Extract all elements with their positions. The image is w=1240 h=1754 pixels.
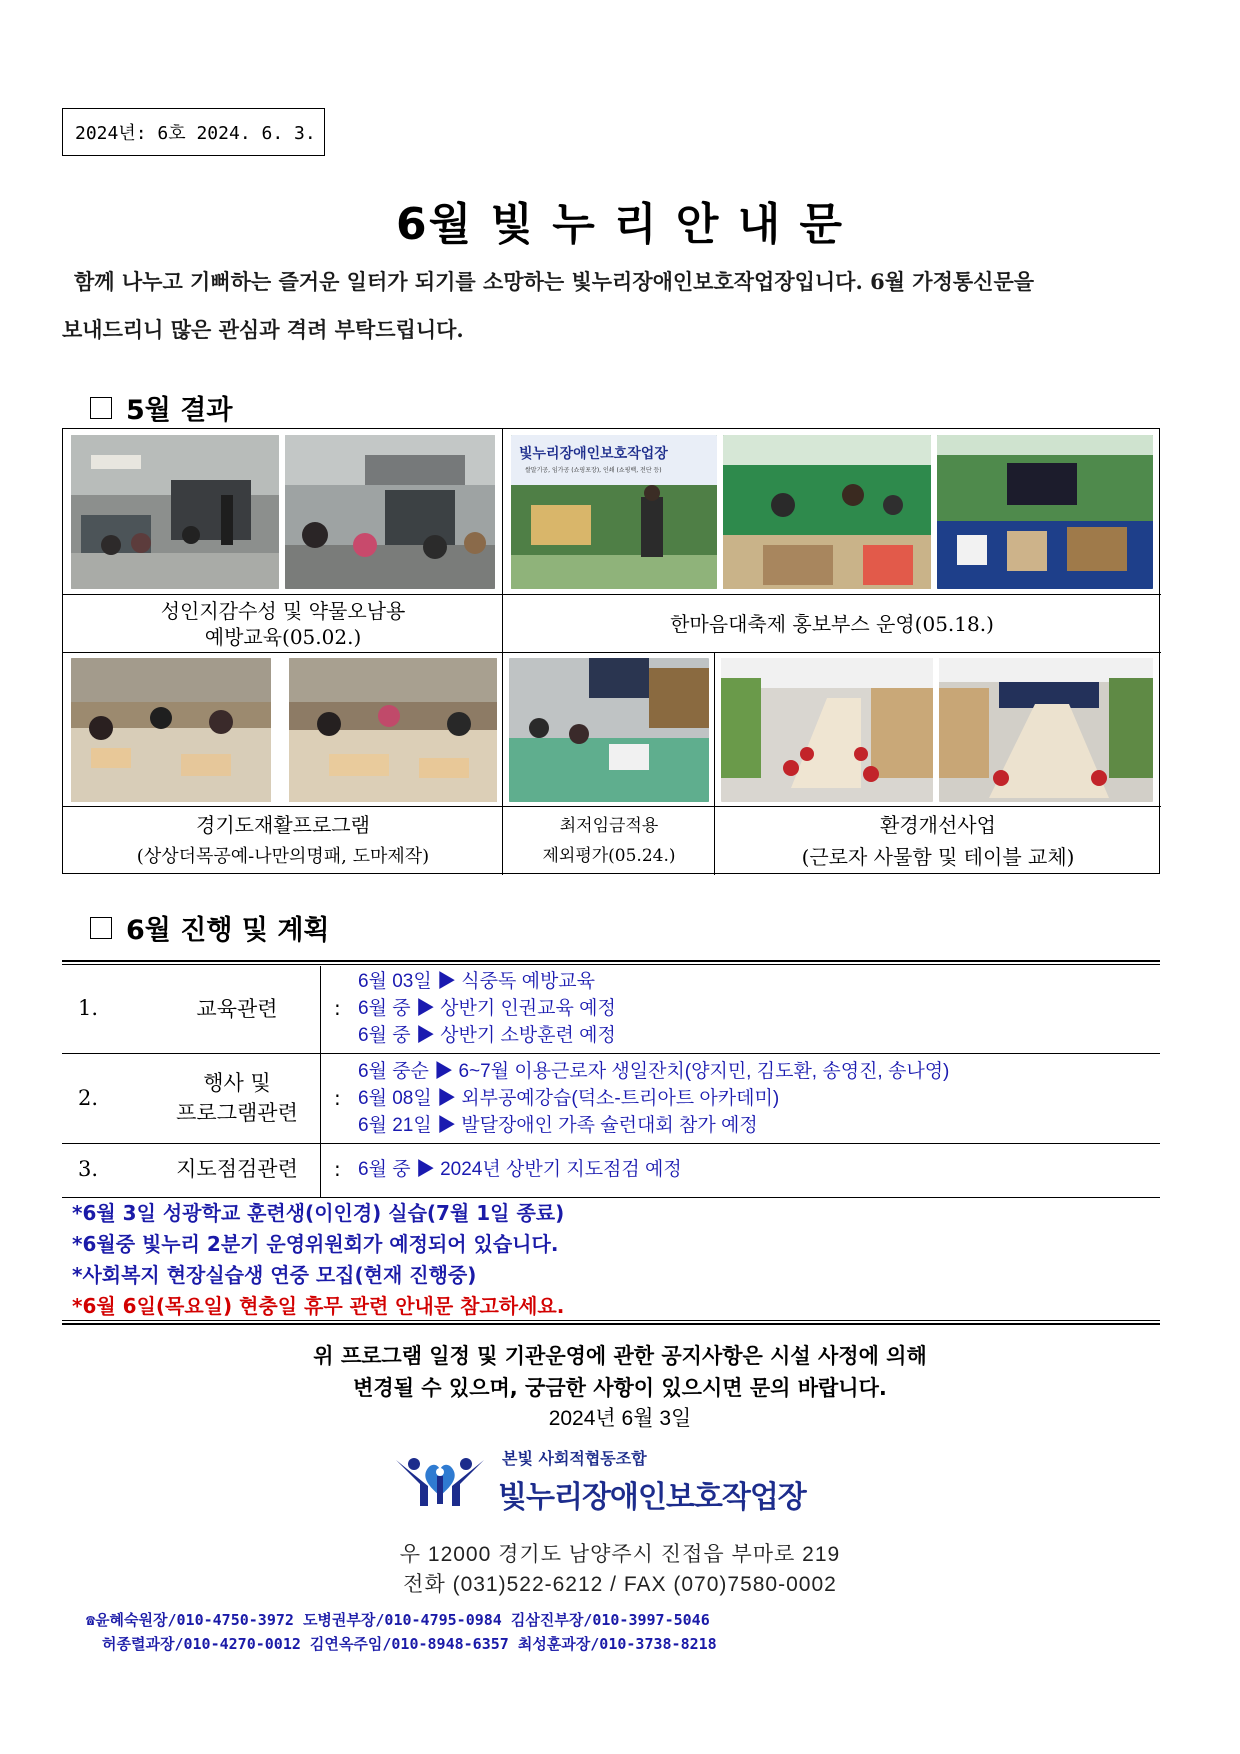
rehab-photo-2 <box>289 658 497 802</box>
caption-wage-line-1: 최저임금적용 <box>559 816 659 836</box>
staff-contacts-line-1: ☎윤혜숙원장/010-4750-3972 도병권부장/010-4795-0984 김삼진부장/010-3997-5046 <box>86 1611 710 1629</box>
caption-cell-wage <box>503 807 715 875</box>
notice-item-alert: *6월 6일(목요일) 현충일 휴무 관련 안내문 참고하세요. <box>72 1294 565 1318</box>
caption-cell-environment <box>715 807 1161 875</box>
caption-environment <box>715 807 1161 875</box>
notice-item: *6월 3일 성광학교 훈련생(이인경) 실습(7월 1일 종료) <box>72 1201 565 1225</box>
wage-evaluation-photo <box>509 658 709 802</box>
organization-address: 우 12000 경기도 남양주시 진접읍 부마로 219 <box>399 1543 841 1566</box>
caption-cell-rehab <box>63 807 503 875</box>
closing-line-2: 변경될 수 있으며, 궁금한 사항이 있으시면 문의 바랍니다. <box>353 1376 887 1400</box>
organization-name: 빛누리장애인보호작업장 <box>498 1480 806 1515</box>
caption-festival: 한마음대축제 홍보부스 운영(05.18.) <box>670 612 994 636</box>
column-divider <box>320 966 321 1054</box>
education-photo-1 <box>71 435 279 589</box>
booth-banner-subtitle: 쌀말기공, 임가공 (쇼핑포장), 인쇄 (쇼핑백, 전단 등) <box>525 467 662 474</box>
plan-item: 6월 중 ▶ 2024년 상반기 지도점검 예정 <box>358 1159 682 1180</box>
environment-photo-1 <box>721 658 933 802</box>
column-divider <box>320 1054 321 1144</box>
notice-item: *6월중 빛누리 2분기 운영위원회가 예정되어 있습니다. <box>72 1232 559 1256</box>
plan-item: 6월 중순 ▶ 6~7월 이용근로자 생일잔치(양지민, 김도환, 송영진, 송나영) <box>358 1061 950 1082</box>
staff-contacts <box>86 1608 717 1656</box>
plan-row-category-line-2: 프로그램관련 <box>176 1101 298 1125</box>
plan-row-category-line-1: 행사 및 <box>203 1071 271 1095</box>
caption-education-line-2: 예방교육(05.02.) <box>204 625 362 649</box>
closing-line-1: 위 프로그램 일정 및 기관운영에 관한 공지사항은 시설 사정에 의해 <box>313 1344 927 1368</box>
caption-wage <box>503 807 715 875</box>
plan-row-items <box>358 968 616 1049</box>
education-photo-2 <box>285 435 495 589</box>
notice-item: *사회복지 현장실습생 연중 모집(현재 진행중) <box>72 1263 477 1287</box>
caption-education-line-1: 성인지감수성 및 약물오남용 <box>160 599 406 623</box>
letter-date: 2024년 6월 3일 <box>548 1407 692 1430</box>
plan-row-colon: : <box>334 1157 341 1181</box>
plan-row-events <box>62 1054 1160 1144</box>
plan-row-category: 지도점검관련 <box>176 1157 298 1181</box>
organization-subtitle: 본빛 사회적협동조합 <box>502 1449 647 1468</box>
plan-row-items <box>358 1156 682 1183</box>
people-heart-logo-icon <box>390 1450 490 1512</box>
caption-environment-line-2: (근로자 사물함 및 테이블 교체) <box>801 845 1075 869</box>
intro-line-1: 함께 나누고 기뻐하는 즐거운 일터가 되기를 소망하는 빛누리장애인보호작업장입니다. 6월 가정통신문을 <box>74 269 1035 294</box>
caption-rehab <box>63 807 503 875</box>
organization-phone-fax: 전화 (031)522-6212 / FAX (070)7580-0002 <box>403 1573 837 1596</box>
section-june-plan-label: 6월 진행 및 계획 <box>126 915 330 946</box>
caption-education <box>63 595 503 653</box>
caption-cell-education <box>63 595 503 653</box>
column-divider <box>320 1144 321 1198</box>
plan-item: 6월 중 ▶ 상반기 인권교육 예정 <box>358 998 616 1019</box>
plan-row-number: 2. <box>78 1086 99 1110</box>
festival-photo-1 <box>511 435 717 589</box>
may-results-photo-grid <box>62 428 1160 874</box>
plan-row-colon: : <box>334 1086 341 1110</box>
checkbox-square-icon <box>90 917 112 939</box>
photo-cell-festival <box>503 429 1161 595</box>
page-title: 6월 빛 누 리 안 내 문 <box>395 199 845 250</box>
plan-row-number: 1. <box>78 996 99 1020</box>
section-may-results-heading <box>90 388 232 427</box>
issue-number-box: 2024년: 6호 2024. 6. 3. <box>62 108 325 156</box>
staff-contacts-line-2: 허종렬과장/010-4270-0012 김연옥주임/010-8948-6357 최성훈과장/010-3738-8218 <box>102 1635 717 1653</box>
festival-photo-2 <box>723 435 931 589</box>
plan-item: 6월 21일 ▶ 발달장애인 가족 슐런대회 참가 예정 <box>358 1115 758 1136</box>
photo-cell-education <box>63 429 503 595</box>
plan-row-inspection <box>62 1144 1160 1198</box>
plan-row-education <box>62 966 1160 1054</box>
plan-row-category <box>137 1068 337 1128</box>
caption-wage-line-2: 제외평가(05.24.) <box>542 846 676 866</box>
caption-rehab-line-2: (상상더목공예-나만의명패, 도마제작) <box>136 846 430 867</box>
section-may-results-label: 5월 결과 <box>126 395 233 426</box>
intro-line-2: 보내드리니 많은 관심과 격려 부탁드립니다. <box>62 317 464 342</box>
photo-cell-environment <box>715 653 1161 807</box>
environment-photo-2 <box>939 658 1153 802</box>
rehab-photo-1 <box>71 658 271 802</box>
organization-logo <box>390 1444 850 1514</box>
plan-item: 6월 중 ▶ 상반기 소방훈련 예정 <box>358 1025 616 1046</box>
notice-list <box>72 1198 564 1322</box>
checkbox-square-icon <box>90 397 112 419</box>
plan-item: 6월 08일 ▶ 외부공예강습(덕소-트리아트 아카데미) <box>358 1088 780 1109</box>
plan-item: 6월 03일 ▶ 식중독 예방교육 <box>358 971 596 992</box>
photo-cell-wage <box>503 653 715 807</box>
table-bottom-rule <box>62 1320 1160 1325</box>
plan-row-number: 3. <box>78 1157 99 1181</box>
caption-rehab-line-1: 경기도재활프로그램 <box>196 813 370 837</box>
caption-environment-line-1: 환경개선사업 <box>880 813 996 837</box>
photo-cell-rehab <box>63 653 503 807</box>
table-top-rule <box>62 960 1160 965</box>
intro-paragraph <box>62 258 1202 354</box>
plan-row-items <box>358 1058 949 1139</box>
festival-photo-3 <box>937 435 1153 589</box>
plan-row-category: 교육관련 <box>196 997 278 1021</box>
caption-cell-festival <box>503 595 1161 653</box>
plan-row-colon: : <box>334 996 341 1020</box>
section-june-plan-heading <box>90 908 329 947</box>
booth-banner-title: 빛누리장애인보호작업장 <box>519 446 668 462</box>
